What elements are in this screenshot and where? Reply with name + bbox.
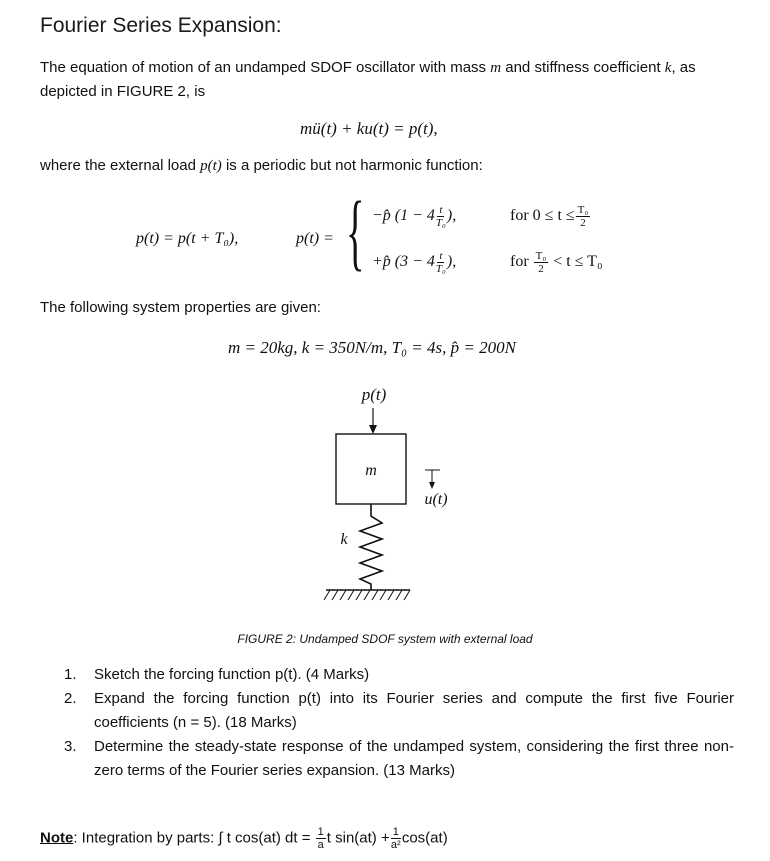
disp-label: u(t) xyxy=(424,491,448,508)
force-arrow-head xyxy=(369,425,377,434)
case-1-frac-num: t xyxy=(439,204,443,216)
cond-1-fraction xyxy=(576,204,591,229)
piecewise-brace: { xyxy=(346,183,365,279)
piecewise-condition-2 xyxy=(510,250,603,275)
case-2-pre: +p̂ (3 − 4 xyxy=(372,253,435,271)
question-item-2 xyxy=(64,687,734,735)
intro-text-1: The equation of motion of an undamped SDOF oscillator with mass xyxy=(40,59,491,76)
where-paragraph xyxy=(40,157,483,175)
piecewise-case-2 xyxy=(372,250,456,275)
cond-2-for: for xyxy=(510,253,529,271)
properties-intro: The following system properties are given: xyxy=(40,299,321,316)
force-label: p(t) xyxy=(361,385,387,404)
question-number: 1. xyxy=(64,666,77,683)
case-2-frac-num: t xyxy=(439,250,443,262)
where-text-2: is a periodic but not harmonic function: xyxy=(221,157,483,174)
section-title: Fourier Series Expansion: xyxy=(40,14,282,37)
cond-2-frac-num: T₀ xyxy=(535,250,547,262)
case-1-fraction xyxy=(436,204,446,229)
question-number: 2. xyxy=(64,690,77,707)
note-text-2: t sin(at) + xyxy=(326,829,390,847)
question-number: 3. xyxy=(64,738,77,755)
intro-text-3: , as depicted in FIGURE 2, is xyxy=(40,59,696,100)
question-text: Expand the forcing function p(t) into its Fourier series and compute the first five Fourier coefficients (n = 5). (18 Marks) xyxy=(94,690,734,731)
note-label: Note xyxy=(40,829,74,847)
sdof-figure xyxy=(300,378,500,618)
case-1-post: ), xyxy=(446,207,457,225)
intro-stiffness-symbol: k xyxy=(664,60,672,76)
case-2-post: ), xyxy=(446,253,457,271)
spring-label: k xyxy=(340,531,348,548)
system-properties: m = 20kg, k = 350N/m, T₀ = 4s, p̂ = 200N xyxy=(228,338,516,357)
figure-caption: FIGURE 2: Undamped SDOF system with external load xyxy=(237,632,533,646)
cond-2-post: < t ≤ T₀ xyxy=(553,253,603,271)
cond-1-frac-num: T₀ xyxy=(577,204,589,216)
piecewise-case-1 xyxy=(372,204,456,229)
ground-hatching xyxy=(324,590,410,600)
note-fraction-1 xyxy=(316,826,326,851)
cond-1-pre: for 0 ≤ t ≤ xyxy=(510,207,575,225)
note-text-1: : Integration by parts: ∫ t cos(at) dt = xyxy=(73,829,315,847)
piecewise-definition xyxy=(136,183,656,287)
question-text: Sketch the forcing function p(t). (4 Marks) xyxy=(94,666,370,683)
case-2-frac-den: T₀ xyxy=(435,263,446,275)
intro-paragraph xyxy=(40,56,740,104)
intro-text-2: and stiffness coefficient xyxy=(501,59,665,76)
note-frac-2-den: a² xyxy=(390,839,401,851)
note-frac-2-num: 1 xyxy=(392,826,399,838)
note-fraction-2 xyxy=(391,826,401,851)
question-item-3 xyxy=(64,735,734,783)
periodicity-equation: p(t) = p(t + T₀), xyxy=(136,230,239,247)
spring xyxy=(360,504,382,590)
question-text: Determine the steady-state response of the undamped system, considering the first three non-zero terms of the Fourier series expansion. (13 Marks) xyxy=(94,738,734,779)
disp-arrow-head xyxy=(429,482,435,489)
cond-1-frac-den: 2 xyxy=(580,217,586,229)
equation-of-motion: mü(t) + ku(t) = p(t), xyxy=(300,119,438,138)
mass-label: m xyxy=(365,462,377,479)
note-frac-1-num: 1 xyxy=(317,826,324,838)
case-1-pre: −p̂ (1 − 4 xyxy=(372,207,435,225)
cond-2-fraction xyxy=(534,250,549,275)
question-item-1 xyxy=(64,663,734,687)
case-2-fraction xyxy=(436,250,446,275)
question-list xyxy=(64,663,734,783)
note-text-3: cos(at) xyxy=(401,829,448,847)
case-1-frac-den: T₀ xyxy=(435,217,446,229)
integration-note xyxy=(40,826,448,851)
cond-2-frac-den: 2 xyxy=(538,263,544,275)
intro-mass-symbol: m xyxy=(490,60,502,76)
piecewise-condition-1 xyxy=(510,204,591,229)
piecewise-lhs: p(t) = xyxy=(296,230,334,247)
note-frac-1-den: a xyxy=(317,839,324,851)
where-load-symbol: p(t) xyxy=(200,158,222,174)
where-text-1: where the external load xyxy=(40,157,201,174)
